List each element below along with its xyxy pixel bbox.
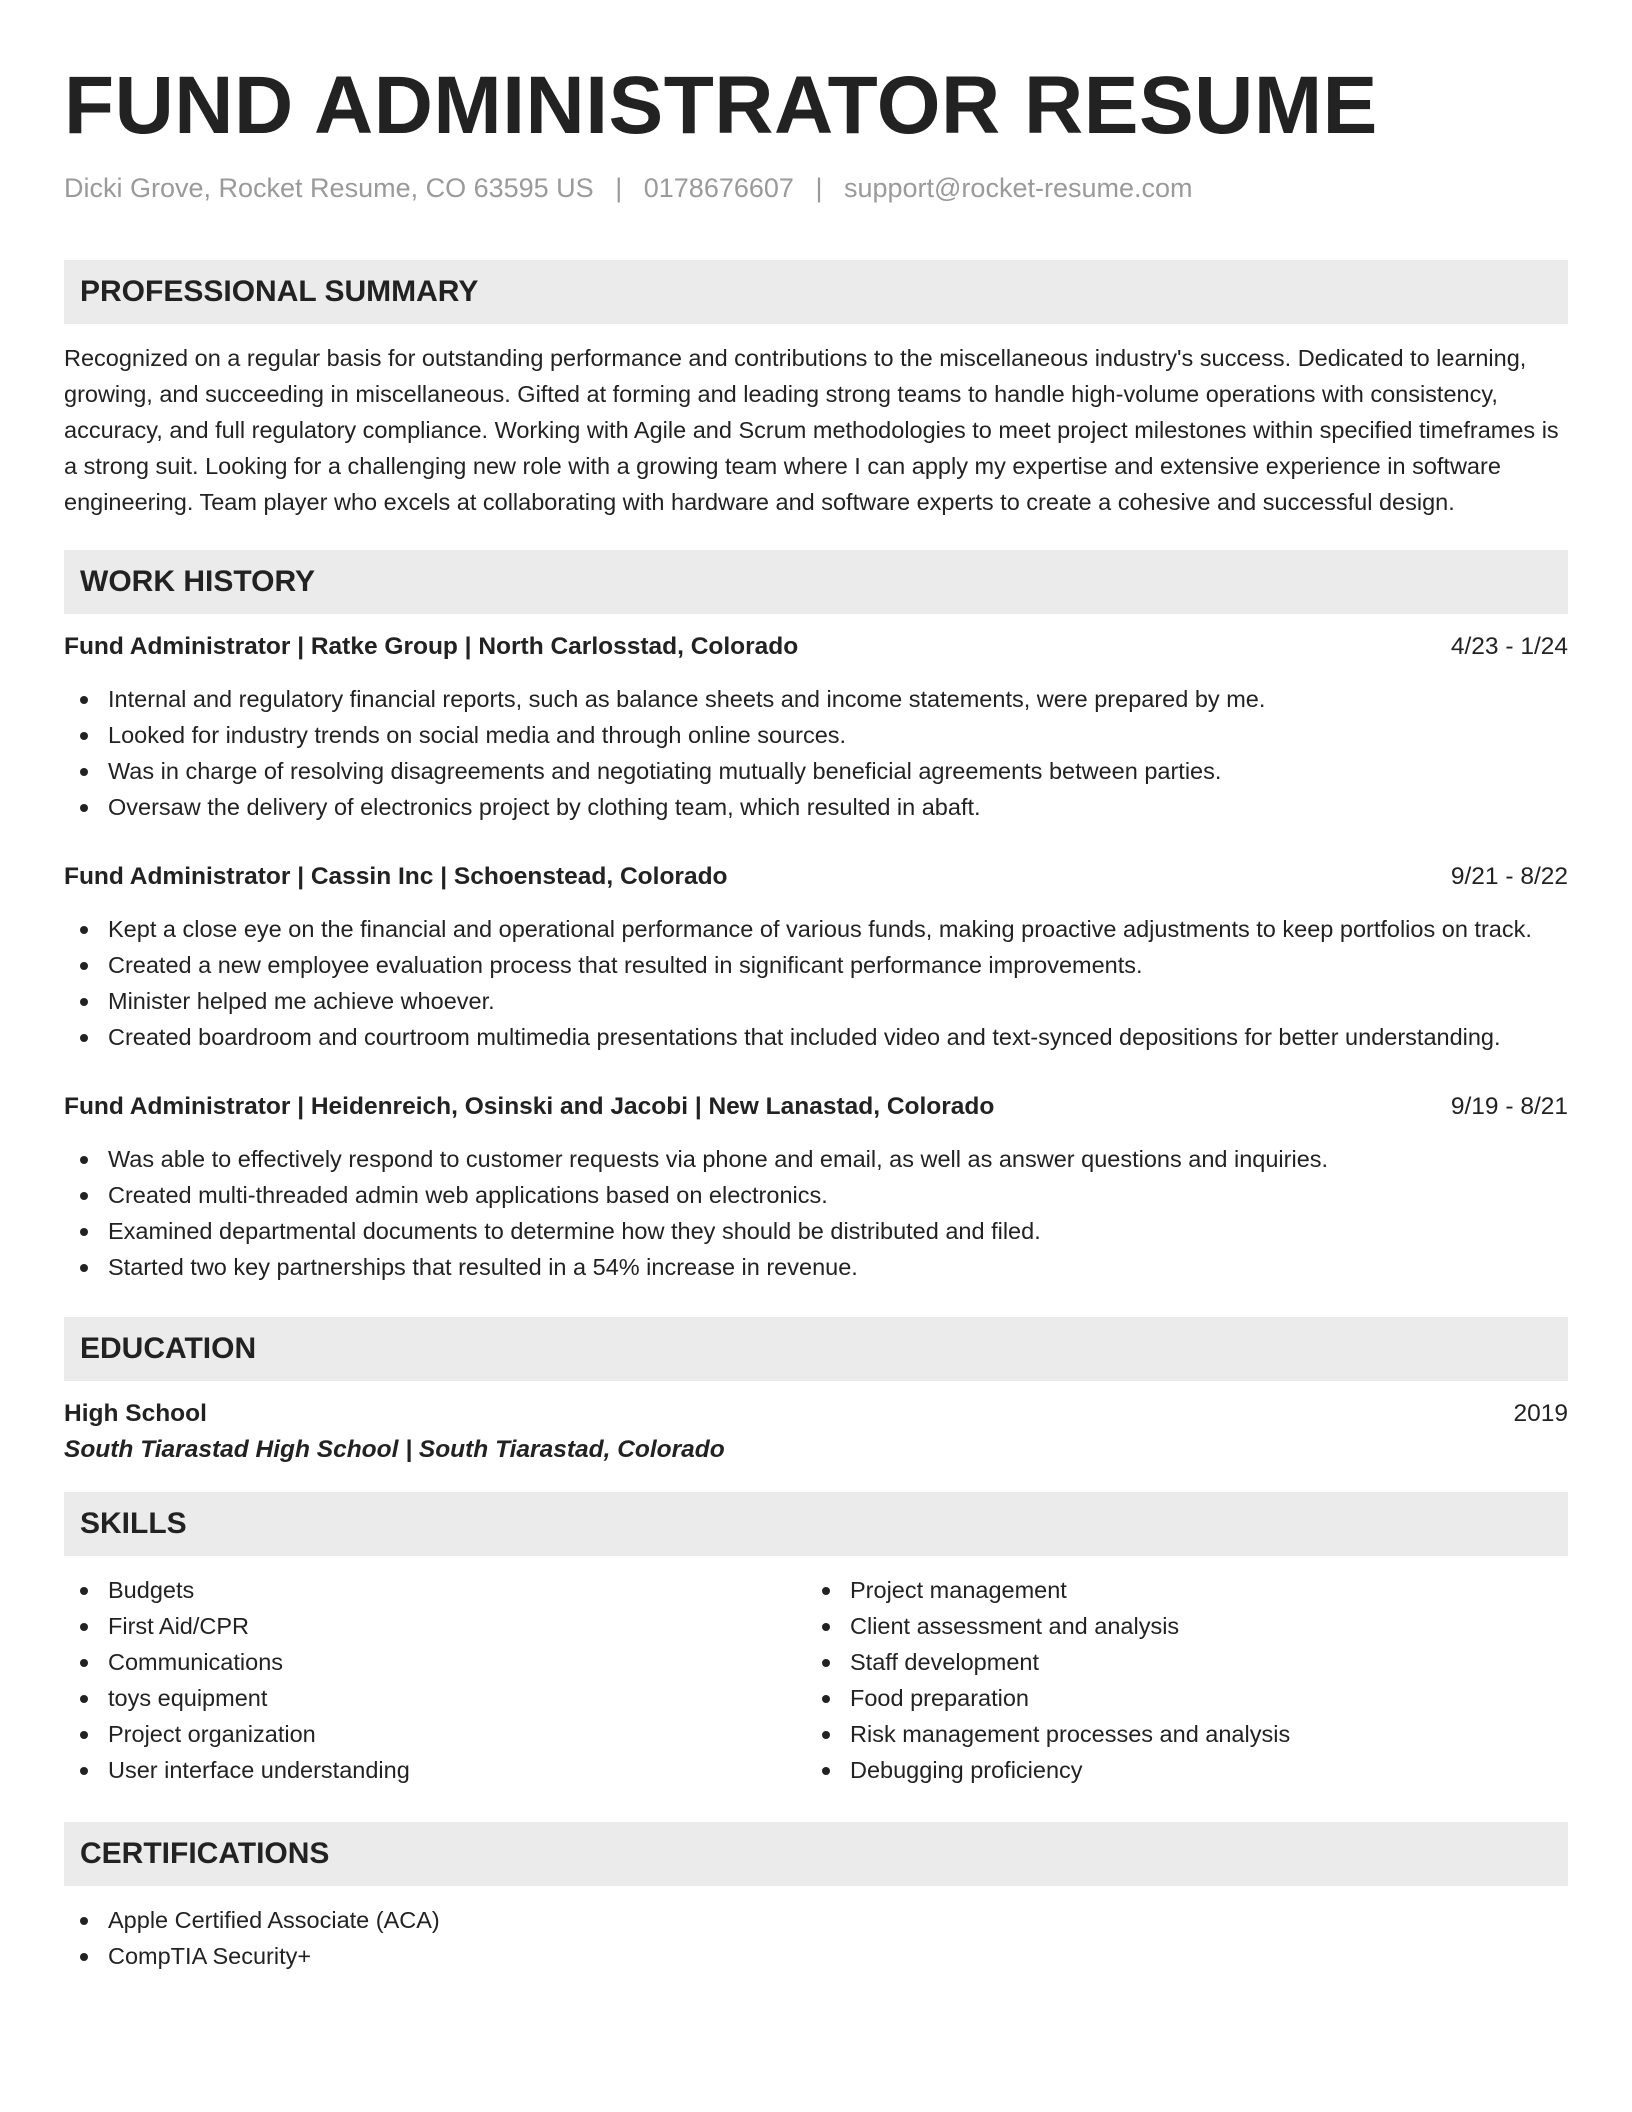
list-item: Project management: [806, 1572, 1548, 1608]
list-item: Project organization: [64, 1716, 806, 1752]
contact-line: [64, 170, 1568, 206]
job-dates: 9/21 - 8/22: [1450, 863, 1568, 890]
list-item: Looked for industry trends on social media and through online sources.: [64, 717, 1568, 753]
list-item: Food preparation: [806, 1680, 1548, 1716]
list-item: First Aid/CPR: [64, 1608, 806, 1644]
skills-list-right: [806, 1572, 1548, 1788]
job-dates: 4/23 - 1/24: [1450, 633, 1568, 660]
contact-email: support@rocket-resume.com: [843, 173, 1193, 203]
contact-address: Dicki Grove, Rocket Resume, CO 63595 US: [64, 173, 594, 203]
contact-phone: 0178676607: [643, 173, 794, 203]
section-heading-certifications: CERTIFICATIONS: [64, 1822, 1568, 1886]
list-item: Created a new employee evaluation process that resulted in significant performance improvements.: [64, 947, 1568, 983]
job-header: [64, 859, 1568, 895]
list-item: Internal and regulatory financial reports, such as balance sheets and income statements, were prepared by me.: [64, 681, 1568, 717]
contact-separator: |: [815, 173, 823, 203]
list-item: Kept a close eye on the financial and operational performance of various funds, making proactive adjustments to keep portfolios on track.: [64, 911, 1568, 947]
skills-grid: [64, 1572, 1568, 1788]
list-item: Staff development: [806, 1644, 1548, 1680]
job-dates: 9/19 - 8/21: [1450, 1093, 1568, 1120]
job-entry: [64, 1089, 1568, 1285]
list-item: Created multi-threaded admin web applications based on electronics.: [64, 1177, 1568, 1213]
job-entry: [64, 859, 1568, 1055]
certifications-list: [64, 1902, 1568, 1974]
education-header: [64, 1396, 1568, 1432]
job-title: Fund Administrator | Cassin Inc | Schoenstead, Colorado: [64, 863, 728, 890]
section-heading-skills: SKILLS: [64, 1492, 1568, 1556]
list-item: Was in charge of resolving disagreements and negotiating mutually beneficial agreements between parties.: [64, 753, 1568, 789]
list-item: Created boardroom and courtroom multimedia presentations that included video and text-synced depositions for better understanding.: [64, 1019, 1568, 1055]
list-item: Risk management processes and analysis: [806, 1716, 1548, 1752]
list-item: Communications: [64, 1644, 806, 1680]
education-degree: High School: [64, 1400, 207, 1427]
list-item: Oversaw the delivery of electronics project by clothing team, which resulted in abaft.: [64, 789, 1568, 825]
list-item: User interface understanding: [64, 1752, 806, 1788]
education-school: South Tiarastad High School | South Tiarastad, Colorado: [64, 1436, 725, 1463]
list-item: Apple Certified Associate (ACA): [64, 1902, 1568, 1938]
section-heading-summary: PROFESSIONAL SUMMARY: [64, 260, 1568, 324]
job-header: [64, 1089, 1568, 1125]
job-entry: [64, 629, 1568, 825]
contact-separator: |: [615, 173, 623, 203]
list-item: Debugging proficiency: [806, 1752, 1548, 1788]
list-item: Started two key partnerships that resulted in a 54% increase in revenue.: [64, 1249, 1568, 1285]
list-item: Was able to effectively respond to customer requests via phone and email, as well as answer questions and inquiries.: [64, 1141, 1568, 1177]
education-year: 2019: [1513, 1400, 1568, 1427]
list-item: Minister helped me achieve whoever.: [64, 983, 1568, 1019]
summary-text: Recognized on a regular basis for outstanding performance and contributions to the miscellaneous industry's success. Dedicated to learning, growing, and succeeding in miscellaneous. Gifted at forming and leading strong teams to handle high-volume operations with consistency, accuracy, and full regulatory compliance. Working with Agile and Scrum methodologies to meet project milestones within specified timeframes is a strong suit. Looking for a challenging new role with a growing team where I can apply my expertise and extensive experience in software engineering. Team player who excels at collaborating with hardware and software experts to create a cohesive and successful design.: [64, 345, 1559, 515]
section-heading-work-history: WORK HISTORY: [64, 550, 1568, 614]
job-title: Fund Administrator | Ratke Group | North Carlosstad, Colorado: [64, 633, 799, 660]
job-bullets: [64, 911, 1568, 1055]
job-header: [64, 629, 1568, 665]
section-heading-education: EDUCATION: [64, 1317, 1568, 1381]
list-item: Budgets: [64, 1572, 806, 1608]
list-item: toys equipment: [64, 1680, 806, 1716]
job-bullets: [64, 1141, 1568, 1285]
resume-title: FUND ADMINISTRATOR RESUME: [64, 60, 1378, 151]
list-item: Examined departmental documents to determine how they should be distributed and filed.: [64, 1213, 1568, 1249]
job-title: Fund Administrator | Heidenreich, Osinski and Jacobi | New Lanastad, Colorado: [64, 1093, 995, 1120]
list-item: CompTIA Security+: [64, 1938, 1568, 1974]
resume-page: [64, 0, 1568, 1974]
list-item: Client assessment and analysis: [806, 1608, 1548, 1644]
skills-list-left: [64, 1572, 806, 1788]
job-bullets: [64, 681, 1568, 825]
